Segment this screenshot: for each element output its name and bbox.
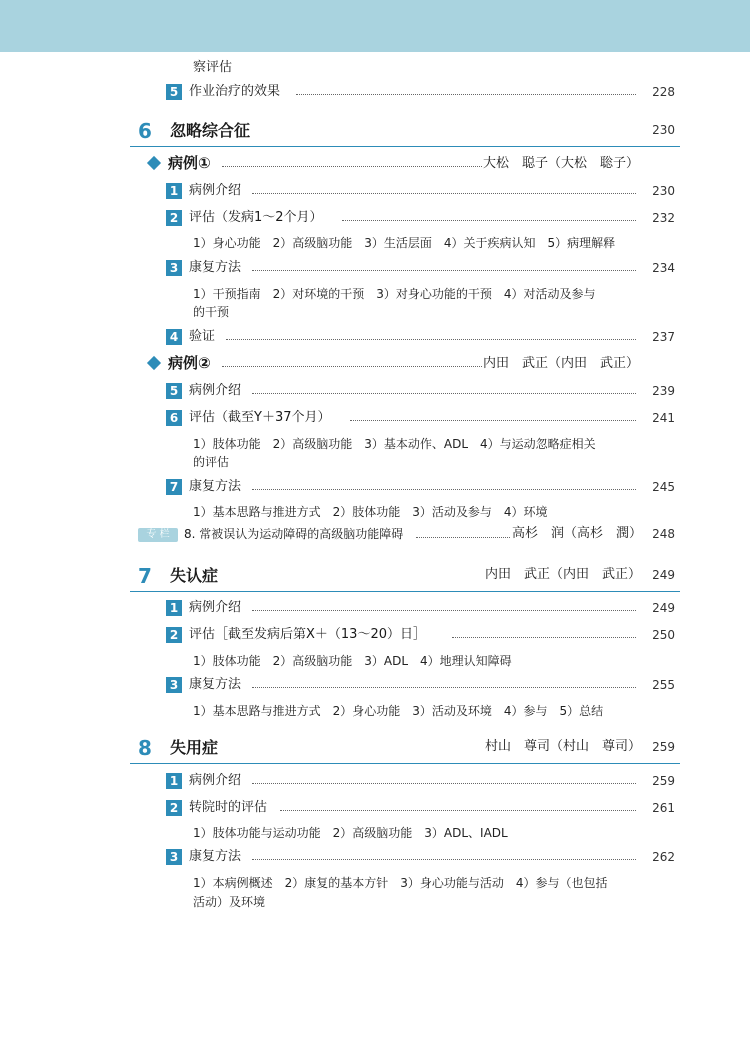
chapter-title[interactable]: 失用症: [170, 738, 219, 757]
chapter-number: 8: [138, 736, 152, 760]
item-number: 7: [166, 479, 182, 495]
chapter-author: 村山 尊司（村山 尊司）: [485, 739, 642, 754]
page-number: 239: [652, 384, 675, 398]
chapter-rule: [130, 146, 680, 147]
page-number: 232: [652, 211, 675, 225]
toc-item[interactable]: 康复方法: [189, 677, 242, 692]
page-number: 259: [652, 740, 675, 754]
leader-dots: [252, 859, 636, 860]
sub-topics: 1）本病例概述 2）康复的基本方针 3）身心功能与活动 4）参与（也包括: [193, 876, 608, 890]
item-number: 4: [166, 329, 182, 345]
page-number: 255: [652, 678, 675, 692]
page-number: 261: [652, 801, 675, 815]
toc-item[interactable]: 病例介绍: [189, 600, 242, 615]
leader-dots: [252, 610, 636, 611]
page-number: 245: [652, 480, 675, 494]
leader-dots: [252, 687, 636, 688]
item-number: 5: [166, 84, 182, 100]
diamond-icon: [147, 156, 161, 170]
leader-dots: [342, 220, 636, 221]
chapter-rule: [130, 591, 680, 592]
page-number: 249: [652, 601, 675, 615]
leader-dots: [252, 783, 636, 784]
chapter-rule: [130, 763, 680, 764]
leader-dots: [226, 339, 636, 340]
page-number: 230: [652, 184, 675, 198]
toc-item[interactable]: 康复方法: [189, 479, 242, 494]
page-number: 241: [652, 411, 675, 425]
chapter-author: 内田 武正（内田 武正）: [485, 567, 642, 582]
leader-dots: [252, 193, 636, 194]
toc-item[interactable]: 康复方法: [189, 849, 242, 864]
leader-dots: [452, 637, 636, 638]
column-tag: 专 栏: [138, 528, 178, 542]
page-number: 259: [652, 774, 675, 788]
toc-item[interactable]: 作业治疗的效果: [189, 84, 281, 99]
toc-item[interactable]: 评估［截至发病后第X＋（13～20）日］: [189, 627, 426, 642]
sub-topics: 1）身心功能 2）高级脑功能 3）生活层面 4）关于疾病认知 5）病理解释: [193, 236, 616, 250]
chapter-number: 6: [138, 119, 152, 143]
leader-dots: [222, 166, 482, 167]
case-author: 大松 聪子（大松 聡子）: [483, 156, 640, 171]
page-number: 228: [652, 85, 675, 99]
diamond-icon: [147, 356, 161, 370]
leader-dots: [416, 537, 510, 538]
item-number: 2: [166, 210, 182, 226]
toc-item[interactable]: 病例介绍: [189, 383, 242, 398]
page-number: 250: [652, 628, 675, 642]
sub-topics: 1）肢体功能与运动功能 2）高级脑功能 3）ADL、IADL: [193, 826, 508, 840]
item-number: 1: [166, 183, 182, 199]
sub-topics: 的干预: [193, 305, 230, 319]
item-number: 1: [166, 600, 182, 616]
toc-item[interactable]: 转院时的评估: [189, 800, 268, 815]
sub-topics: 的评估: [193, 455, 230, 469]
toc-item[interactable]: 评估（截至Y＋37个月）: [189, 410, 331, 425]
page-number: 234: [652, 261, 675, 275]
item-number: 3: [166, 849, 182, 865]
leader-dots: [252, 489, 636, 490]
sub-topics: 1）基本思路与推进方式 2）肢体功能 3）活动及参与 4）环境: [193, 505, 548, 519]
item-number: 2: [166, 627, 182, 643]
toc-item[interactable]: 病例介绍: [189, 183, 242, 198]
page-number: 237: [652, 330, 675, 344]
chapter-title[interactable]: 忽略综合征: [170, 121, 251, 140]
header-band: [0, 0, 750, 52]
case-author: 内田 武正（内田 武正）: [483, 356, 640, 371]
leader-dots: [280, 810, 636, 811]
item-number: 6: [166, 410, 182, 426]
leader-dots: [222, 366, 482, 367]
page-number: 249: [652, 568, 675, 582]
leader-dots: [350, 420, 636, 421]
column-author: 高杉 润（高杉 潤）: [512, 526, 643, 541]
toc-item[interactable]: 验证: [189, 329, 216, 344]
column-title[interactable]: 8. 常被误认为运动障碍的高级脑功能障碍: [184, 527, 404, 541]
sub-topics: 1）肢体功能 2）高级脑功能 3）基本动作、ADL 4）与运动忽略症相关: [193, 437, 596, 451]
sub-topics: 活动）及环境: [193, 895, 266, 909]
case-title[interactable]: 病例①: [168, 154, 211, 172]
case-title[interactable]: 病例②: [168, 354, 211, 372]
leader-dots: [252, 270, 636, 271]
continued-text: 察评估: [193, 60, 233, 75]
toc-item[interactable]: 评估（发病1～2个月）: [189, 210, 323, 225]
chapter-title[interactable]: 失认症: [170, 566, 219, 585]
sub-topics: 1）肢体功能 2）高级脑功能 3）ADL 4）地理认知障碍: [193, 654, 512, 668]
item-number: 5: [166, 383, 182, 399]
item-number: 1: [166, 773, 182, 789]
page-number: 248: [652, 527, 675, 541]
toc-item[interactable]: 病例介绍: [189, 773, 242, 788]
sub-topics: 1）基本思路与推进方式 2）身心功能 3）活动及环境 4）参与 5）总结: [193, 704, 604, 718]
sub-topics: 1）干预指南 2）对环境的干预 3）对身心功能的干预 4）对活动及参与: [193, 287, 596, 301]
chapter-number: 7: [138, 564, 152, 588]
leader-dots: [252, 393, 636, 394]
leader-dots: [296, 94, 636, 95]
item-number: 2: [166, 800, 182, 816]
toc-item[interactable]: 康复方法: [189, 260, 242, 275]
item-number: 3: [166, 260, 182, 276]
item-number: 3: [166, 677, 182, 693]
page-number: 262: [652, 850, 675, 864]
page-number: 230: [652, 123, 675, 137]
